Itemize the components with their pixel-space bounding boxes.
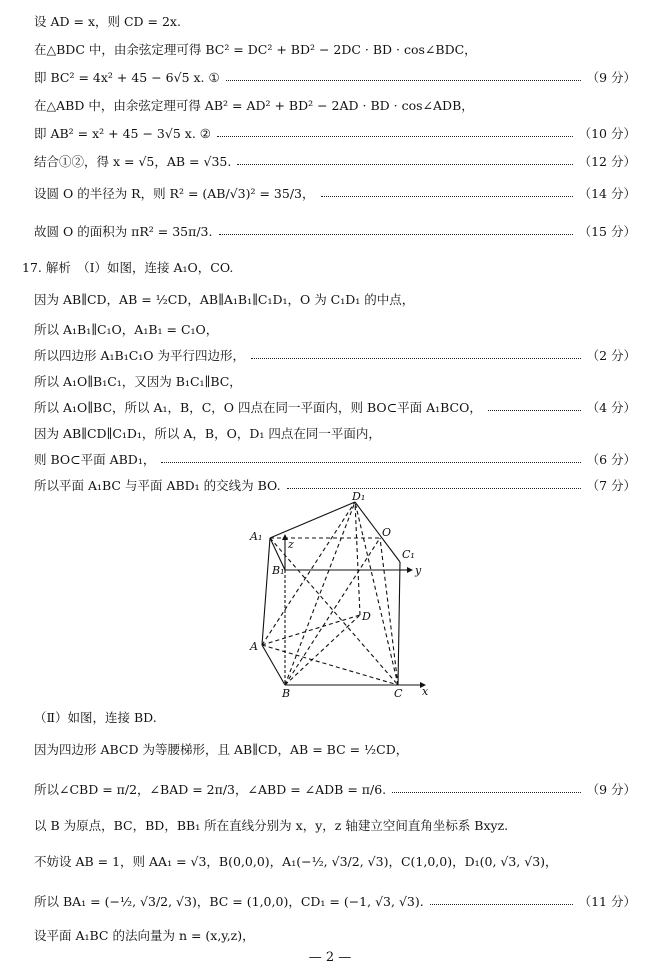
prism-figure: [240, 490, 440, 700]
line-a1-c: [270, 538, 398, 685]
line-text: 即 BC² = 4x² + 45 − 6√5 x. ①: [34, 70, 220, 85]
line-text: 以 B 为原点，BC，BD，BB₁ 所在直线分别为 x，y，z 轴建立空间直角坐标系 Bxyz.: [34, 818, 509, 833]
line-b-d: [285, 615, 360, 685]
line-14: [34, 398, 636, 416]
line-c-o: [380, 538, 398, 685]
line-text: 在△BDC 中，由余弦定理可得 BC² = DC² + BD² − 2DC · BD · cos∠BDC，: [34, 42, 477, 57]
points-label: （15 分）: [578, 224, 636, 239]
line-a-c: [262, 645, 398, 685]
points-label: （10 分）: [578, 126, 636, 141]
line-text: 17. 解析 （Ⅰ）如图，连接 A₁O，CO.: [22, 260, 234, 275]
points-label: （4 分）: [586, 400, 636, 415]
leader-dots: [430, 904, 573, 905]
label-a: A: [250, 640, 258, 653]
line-10: [34, 290, 636, 308]
line-11: [34, 320, 636, 338]
label-o: O: [382, 526, 392, 539]
edge-a-a1: [262, 538, 270, 645]
line-5: [34, 124, 636, 142]
leader-dots: [217, 136, 573, 137]
line-20: [34, 780, 636, 798]
edge-a1-d1: [270, 502, 355, 538]
leader-dots: [488, 410, 581, 411]
line-24: [34, 926, 636, 944]
label-b1: B₁: [272, 564, 285, 577]
line-text: 即 AB² = x² + 45 − 3√5 x. ②: [34, 126, 211, 141]
edge-c-c1: [398, 562, 400, 685]
prism-diagram: [240, 490, 440, 700]
points-label: （9 分）: [586, 70, 636, 85]
line-18: [34, 708, 636, 726]
points-label: （7 分）: [586, 478, 636, 493]
line-text: 不妨设 AB = 1，则 AA₁ = √3，B(0,0,0)，A₁(−½, √3/2, √3)，C(1,0,0)，D₁(0, √3, √3)，: [34, 854, 558, 869]
line-text: 结合①②，得 x = √5，AB = √35.: [34, 154, 232, 169]
line-23: [34, 892, 636, 910]
edge-a-b: [262, 645, 285, 685]
line-4: [34, 96, 636, 114]
label-z: z: [288, 538, 294, 551]
points-label: （14 分）: [578, 186, 636, 201]
leader-dots: [287, 488, 581, 489]
line-3: [34, 68, 636, 86]
label-y: y: [415, 564, 422, 577]
line-21: [34, 816, 636, 834]
points-label: （11 分）: [578, 894, 636, 909]
line-text: 因为 AB∥CD∥C₁D₁，所以 A，B，O，D₁ 四点在同一平面内，: [34, 426, 381, 441]
line-16: [34, 450, 636, 468]
line-a-d: [262, 615, 360, 645]
page-number: — 2 —: [308, 950, 352, 965]
line-19: [34, 740, 636, 758]
line-7: [34, 184, 636, 202]
line-text: 设 AD = x，则 CD = 2x.: [34, 14, 181, 29]
leader-dots: [321, 196, 573, 197]
line-text: 设平面 A₁BC 的法向量为 n = (x,y,z)，: [34, 928, 255, 943]
line-22: [34, 852, 636, 870]
line-text: 故圆 O 的面积为 πR² = 35π/3.: [34, 224, 213, 239]
label-a1: A₁: [250, 530, 263, 543]
label-x: x: [422, 685, 429, 698]
line-text: （Ⅱ）如图，连接 BD.: [34, 710, 157, 725]
line-12: [34, 346, 636, 364]
line-text: 所以∠CBD = π/2，∠BAD = 2π/3，∠ABD = ∠ADB = π/6.: [34, 782, 387, 797]
line-6: [34, 152, 636, 170]
line-text: 所以平面 A₁BC 与平面 ABD₁ 的交线为 BO.: [34, 478, 281, 493]
leader-dots: [226, 80, 581, 81]
points-label: （6 分）: [586, 452, 636, 467]
line-text: 所以 A₁O∥BC，所以 A₁，B，C，O 四点在同一平面内，则 BO⊂平面 A₁BCO，: [34, 400, 482, 415]
line-8: [34, 222, 636, 240]
leader-dots: [219, 234, 573, 235]
label-c1: C₁: [402, 548, 415, 561]
line-text: 所以 A₁B₁∥C₁O，A₁B₁ = C₁O，: [34, 322, 219, 337]
line-text: 则 BO⊂平面 ABD₁，: [34, 452, 156, 467]
line-15: [34, 424, 636, 442]
line-text: 所以 A₁O∥B₁C₁，又因为 B₁C₁∥BC，: [34, 374, 242, 389]
line-b-d1: [285, 502, 355, 685]
leader-dots: [251, 358, 581, 359]
y-arrow: [407, 567, 413, 573]
line-1: [34, 12, 636, 30]
line-text: 所以四边形 A₁B₁C₁O 为平行四边形，: [34, 348, 246, 363]
line-2: [34, 40, 636, 58]
line-text: 设圆 O 的半径为 R，则 R² = (AB/√3)² = 35/3，: [34, 186, 315, 201]
label-b: B: [282, 687, 291, 700]
points-label: （12 分）: [578, 154, 636, 169]
line-text: 因为四边形 ABCD 为等腰梯形，且 AB∥CD，AB = BC = ½CD，: [34, 742, 409, 757]
line-13: [34, 372, 636, 390]
points-label: （2 分）: [586, 348, 636, 363]
label-d1: D₁: [352, 490, 366, 503]
line-text: 在△ABD 中，由余弦定理可得 AB² = AD² + BD² − 2AD · BD · cos∠ADB，: [34, 98, 474, 113]
line-text: 所以 BA₁ = (−½, √3/2, √3)，BC = (1,0,0)，CD₁ = (−1, √3, √3).: [34, 894, 424, 909]
leader-dots: [392, 792, 580, 793]
line-9-problem-17: [22, 258, 636, 276]
label-c: C: [394, 687, 403, 700]
points-label: （9 分）: [586, 782, 636, 797]
label-d: D: [362, 610, 371, 623]
line-text: 因为 AB∥CD，AB = ½CD，AB∥A₁B₁∥C₁D₁，O 为 C₁D₁ 的中点，: [34, 292, 415, 307]
line-c-d1: [355, 502, 398, 685]
leader-dots: [161, 462, 580, 463]
leader-dots: [237, 164, 572, 165]
